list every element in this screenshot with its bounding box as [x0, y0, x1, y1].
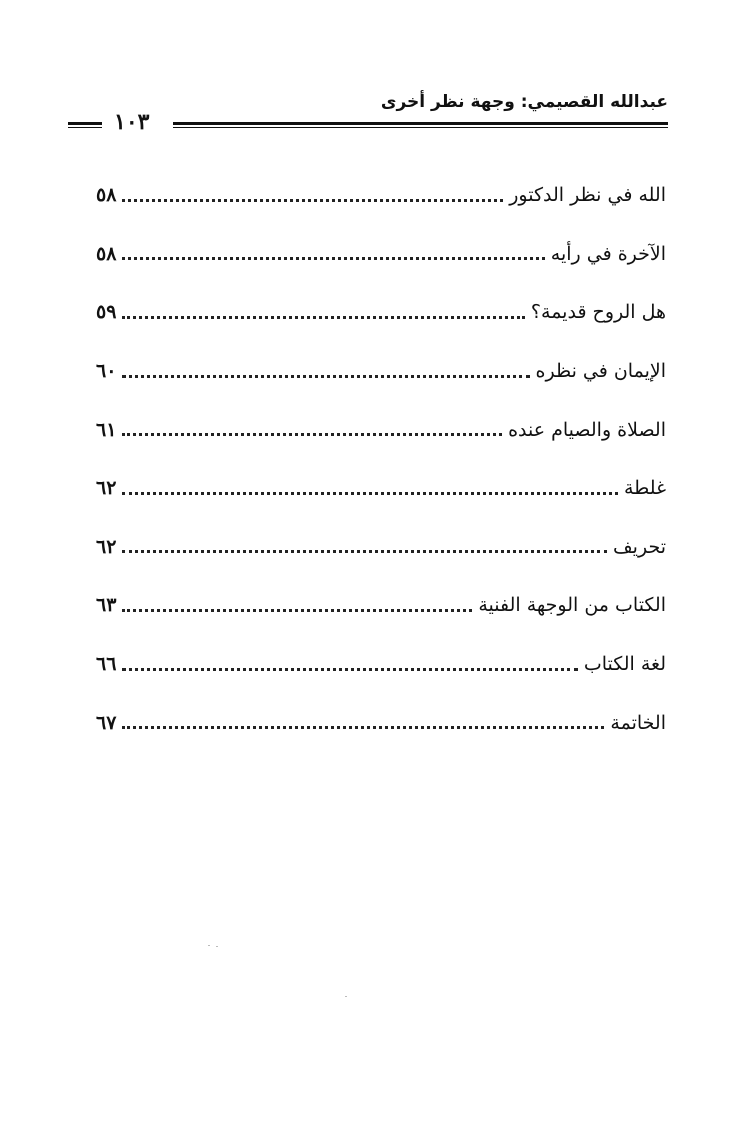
dot-leader [122, 550, 607, 553]
toc-entry [96, 166, 666, 225]
toc-entry [96, 225, 666, 284]
page-header [68, 86, 668, 136]
toc-entry-title: الكتاب من الوجهة الفنية [478, 594, 666, 617]
dot-leader [122, 257, 544, 260]
toc-entry-title: لغة الكتاب [583, 653, 666, 676]
dot-leader [122, 316, 525, 319]
header-rule [173, 122, 668, 128]
dot-leader [122, 609, 472, 612]
dot-leader [122, 433, 502, 436]
toc-entry-page: ٦١ [96, 418, 117, 441]
toc-entry-title: غلطة [624, 477, 666, 500]
toc-entry-page: ٦٦ [96, 653, 117, 676]
toc-entry-title: الآخرة في رأيه [550, 242, 666, 265]
toc-entry [96, 400, 666, 459]
dot-leader [122, 199, 503, 202]
toc-entry-title: الصلاة والصيام عنده [508, 418, 666, 441]
toc-entry [96, 693, 666, 752]
toc-entry [96, 342, 666, 401]
scan-speck [208, 945, 210, 946]
toc-entry-title: الإيمان في نظره [535, 360, 666, 383]
toc-entry-page: ٥٨ [96, 184, 117, 207]
dot-leader [122, 375, 529, 378]
toc-entry-page: ٦٧ [96, 711, 117, 734]
scan-speck [216, 946, 218, 947]
toc-entry-page: ٦٢ [96, 477, 117, 500]
dot-leader [122, 726, 604, 729]
toc-entry [96, 518, 666, 577]
toc-entry-page: ٦٠ [96, 360, 117, 383]
toc-entry-page: ٥٩ [96, 301, 117, 324]
table-of-contents [96, 166, 666, 752]
toc-entry [96, 459, 666, 518]
toc-entry-page: ٥٨ [96, 242, 117, 265]
running-title: عبدالله القصيمي: وجهة نظر أخرى [380, 92, 668, 112]
header-rule-left [68, 122, 102, 128]
dot-leader [122, 668, 577, 671]
toc-entry [96, 635, 666, 694]
toc-entry-title: الله في نظر الدكتور [509, 184, 666, 207]
page-number: ١٠٣ [114, 109, 150, 135]
toc-entry-page: ٦٣ [96, 594, 117, 617]
toc-entry [96, 576, 666, 635]
dot-leader [122, 492, 618, 495]
toc-entry-title: هل الروح قديمة؟ [530, 301, 666, 324]
toc-entry-title: الخاتمة [610, 711, 666, 734]
toc-entry [96, 283, 666, 342]
toc-entry-title: تحريف [613, 535, 666, 558]
scan-speck [345, 996, 347, 997]
toc-entry-page: ٦٢ [96, 535, 117, 558]
